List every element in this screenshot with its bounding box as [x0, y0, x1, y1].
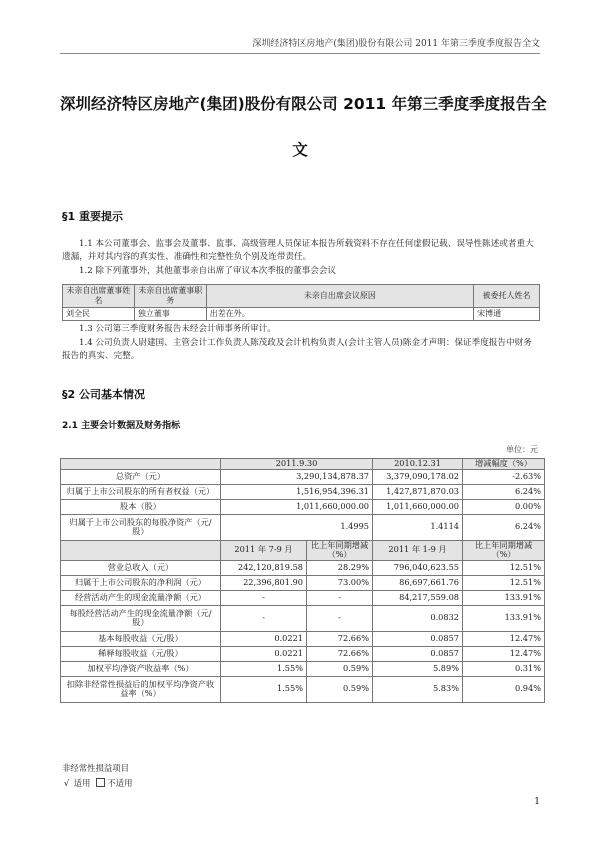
table-cell: 86,697,661.76: [373, 575, 463, 590]
table-cell: 22,396,801.90: [221, 575, 307, 590]
table-cell: 73.00%: [307, 575, 373, 590]
column-header: 2011 年 7-9 月: [221, 540, 307, 560]
table-cell: 0.59%: [307, 676, 373, 702]
table-cell: 0.94%: [463, 676, 545, 702]
table-row: [61, 605, 545, 631]
paragraph-1-4: 1.4 公司负责人尉建国、主管会计工作负责人陈茂政及会计机构负责人(会计主管人员)陈金才声明：保证季度报告中财务报告的真实、完整。: [62, 338, 532, 361]
table-cell: 72.66%: [307, 631, 373, 646]
paragraph-1-1: 1.1 本公司董事会、监事会及董事、监事、高级管理人员保证本报告所载资料不存在任何虚假记载、误导性陈述或者重大遗漏，并对其内容的真实性、准确性和完整性负个别及连带责任。: [62, 239, 534, 262]
row-label: 扣除非经常性损益后的加权平均净资产收益率（%）: [61, 676, 221, 702]
row-label: 归属于上市公司股东的净利润（元）: [61, 575, 221, 590]
section-1-heading: §1 重要提示: [62, 210, 123, 223]
table-cell: 1,011,660,000.00: [221, 499, 373, 514]
row-label: 加权平均净资产收益率（%）: [61, 661, 221, 676]
column-header: [61, 540, 221, 560]
paragraph-1-3: 1.3 公司第三季度财务报告未经会计师事务所审计。: [79, 324, 276, 334]
column-header: 被委托人姓名: [474, 285, 540, 308]
column-header: 未亲自出席董事职务: [134, 285, 206, 308]
table-cell: 0.0221: [221, 646, 307, 661]
document-title-line1: 深圳经济特区房地产(集团)股份有限公司 2011 年第三季度季度报告全: [60, 95, 547, 113]
applicable-label: 适用: [73, 778, 91, 788]
table-cell: 1.55%: [221, 676, 307, 702]
table-header-row: [63, 285, 540, 308]
table-row: [63, 308, 540, 321]
table-cell: 0.31%: [463, 661, 545, 676]
table-row: [61, 575, 545, 590]
applicability-selector: [62, 777, 133, 789]
table-cell: 出差在外。: [206, 308, 473, 321]
table-cell: 242,120,819.58: [221, 560, 307, 575]
table-cell: 5.83%: [373, 676, 463, 702]
column-header: 比上年同期增减（%）: [463, 540, 545, 560]
check-mark-icon: √: [63, 778, 70, 788]
table-row: [61, 499, 545, 514]
table-cell: 刘全民: [63, 308, 135, 321]
column-header: 2010.12.31: [373, 459, 463, 470]
table-row: [61, 560, 545, 575]
subsection-2-1-heading: 2.1 主要会计数据及财务指标: [62, 421, 181, 431]
table-row: [61, 590, 545, 605]
table-cell: 84,217,559.08: [373, 590, 463, 605]
table-cell: -: [307, 590, 373, 605]
table-row: [61, 646, 545, 661]
table-cell: 6.24%: [463, 484, 545, 499]
table-cell: 12.51%: [463, 575, 545, 590]
table-cell: 28.29%: [307, 560, 373, 575]
table-row: [61, 631, 545, 646]
table-row: [61, 661, 545, 676]
paragraph-1-2: 1.2 除下列董事外，其他董事亲自出席了审议本次季报的董事会会议: [79, 266, 337, 276]
table-row: [61, 484, 545, 499]
table-cell: 3,379,090,178.02: [373, 469, 463, 484]
table-cell: -: [307, 605, 373, 631]
row-label: 经营活动产生的现金流量净额（元）: [61, 590, 221, 605]
table-cell: 1,427,871,870.03: [373, 484, 463, 499]
row-label: 基本每股收益（元/股）: [61, 631, 221, 646]
table-cell: 0.0857: [373, 646, 463, 661]
table-cell: 0.59%: [307, 661, 373, 676]
table-cell: 1.55%: [221, 661, 307, 676]
table-cell: 1.4114: [373, 514, 463, 540]
table-cell: 12.47%: [463, 646, 545, 661]
table-cell: 1,011,660,000.00: [373, 499, 463, 514]
table-row: [61, 514, 545, 540]
table-row: [61, 469, 545, 484]
table-cell: 宋博通: [474, 308, 540, 321]
table-cell: 133.91%: [463, 605, 545, 631]
table-cell: 12.51%: [463, 560, 545, 575]
table-cell: 12.47%: [463, 631, 545, 646]
financial-indicators-table: [60, 458, 545, 703]
table-cell: 3,290,134,878.37: [221, 469, 373, 484]
unit-label: 单位：元: [506, 445, 538, 454]
column-header: 比上年同期增减（%）: [307, 540, 373, 560]
document-title-line2: 文: [292, 141, 308, 159]
table-cell: 独立董事: [134, 308, 206, 321]
table-cell: 0.0832: [373, 605, 463, 631]
row-label: 稀释每股收益（元/股）: [61, 646, 221, 661]
column-header: [61, 459, 221, 470]
table-cell: 1,516,954,396.31: [221, 484, 373, 499]
column-header: 未亲自出席会议原因: [206, 285, 473, 308]
section-2-heading: §2 公司基本情况: [62, 388, 145, 401]
table-cell: 5.89%: [373, 661, 463, 676]
table-row: [61, 676, 545, 702]
table-cell: 0.0221: [221, 631, 307, 646]
table-cell: 1.4995: [221, 514, 373, 540]
unchecked-box-icon: [96, 778, 105, 787]
not-applicable-label: 不适用: [107, 778, 133, 788]
table-cell: 0.00%: [463, 499, 545, 514]
row-label: 股本（股）: [61, 499, 221, 514]
row-label: 总资产（元）: [61, 469, 221, 484]
row-label: 归属于上市公司股东的每股净资产（元/股）: [61, 514, 221, 540]
absent-directors-table: [62, 284, 540, 321]
table-cell: 796,040,623.55: [373, 560, 463, 575]
column-header: 增减幅度（%）: [463, 459, 545, 470]
running-header: 深圳经济特区房地产(集团)股份有限公司 2011 年第三季度季度报告全文: [60, 36, 540, 54]
table-cell: 72.66%: [307, 646, 373, 661]
table-cell: -: [221, 605, 307, 631]
table-cell: 0.0857: [373, 631, 463, 646]
table-cell: 6.24%: [463, 514, 545, 540]
table-header-row: [61, 540, 545, 560]
table-header-row: [61, 459, 545, 470]
table-cell: -: [221, 590, 307, 605]
column-header: 2011 年 1-9 月: [373, 540, 463, 560]
row-label: 每股经营活动产生的现金流量净额（元/股）: [61, 605, 221, 631]
non-recurring-items-note: 非经常性损益项目: [62, 763, 129, 773]
row-label: 营业总收入（元）: [61, 560, 221, 575]
table-cell: 133.91%: [463, 590, 545, 605]
column-header: 未亲自出席董事姓名: [63, 285, 135, 308]
table-cell: -2.63%: [463, 469, 545, 484]
column-header: 2011.9.30: [221, 459, 373, 470]
row-label: 归属于上市公司股东的所有者权益（元）: [61, 484, 221, 499]
page-number: 1: [534, 797, 540, 807]
